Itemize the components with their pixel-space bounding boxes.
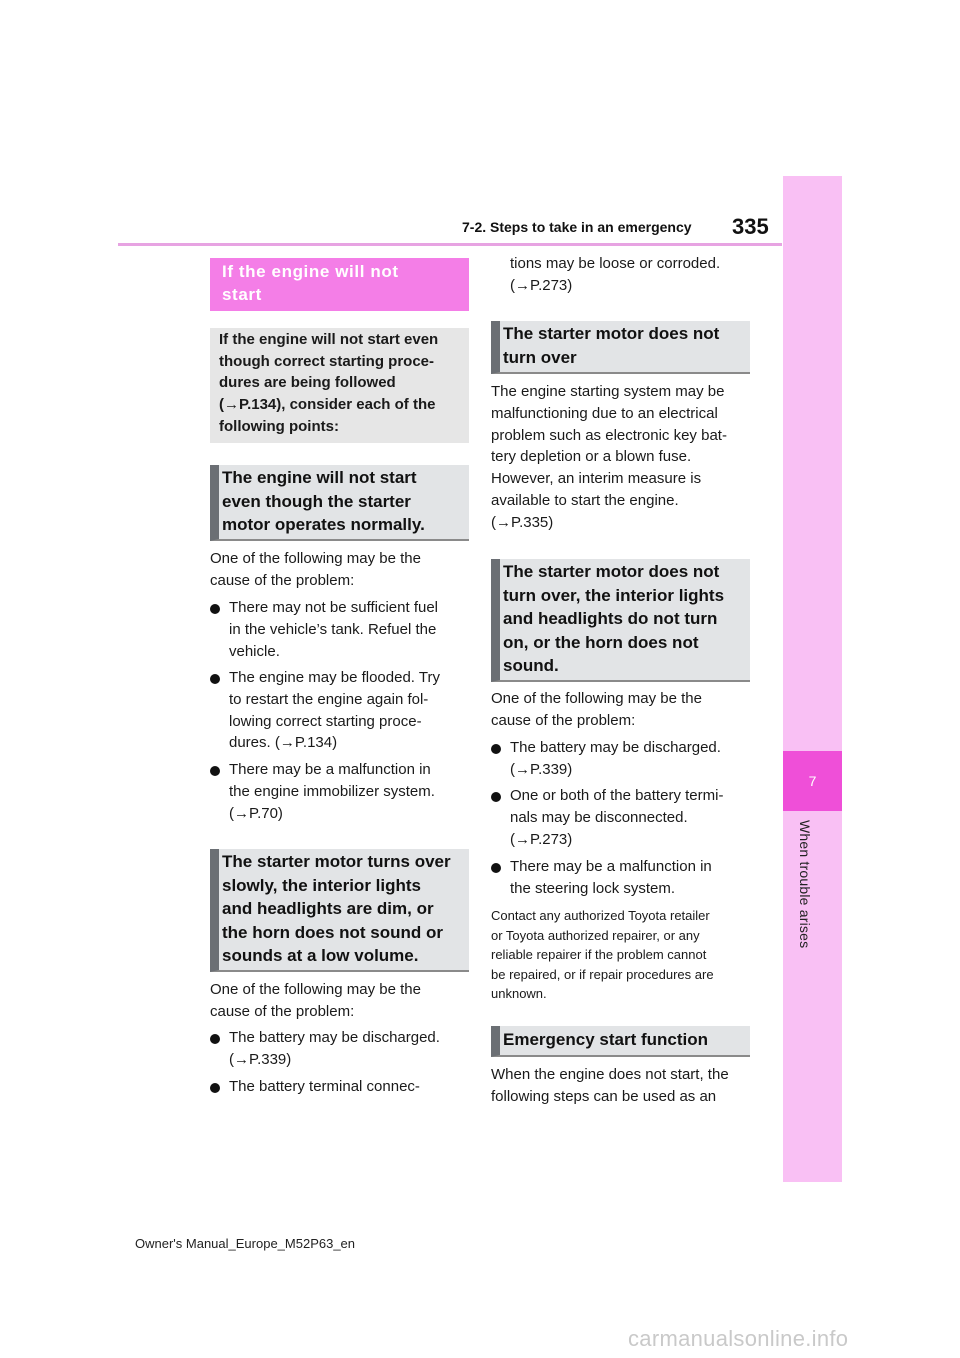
text-line: One of the following may be the: [210, 550, 421, 567]
text-line: nals may be disconnected.: [510, 808, 688, 826]
text-line: tery depletion or a blown fuse.: [491, 448, 692, 466]
main-title-line: If the engine will not: [222, 262, 399, 281]
chapter-number-box[interactable]: [783, 751, 842, 811]
subheading-line: turn over: [503, 347, 577, 367]
subheading-lights-do-not-turn-on: [491, 559, 750, 682]
text-line: When the engine does not start, the: [491, 1066, 729, 1083]
subheading-line: The engine will not start: [222, 468, 417, 487]
text-line: The battery may be discharged.: [229, 1029, 440, 1046]
subheading-line: and headlights are dim, or: [222, 899, 434, 918]
page-reference-link[interactable]: (→P.339): [510, 760, 573, 778]
subheading-line: motor operates normally.: [222, 515, 425, 534]
subheading-line: The starter motor turns over: [222, 852, 451, 871]
text-line: The battery may be discharged.: [510, 739, 721, 756]
text-line: tions may be loose or corroded.: [510, 255, 721, 272]
bullet-item: [491, 856, 750, 900]
manual-id-footer: Owner's Manual_Europe_M52P63_en: [135, 1236, 356, 1251]
page-reference-link[interactable]: (→P.335): [491, 513, 554, 531]
chapter-side-tab: [783, 176, 842, 1182]
text-line: or Toyota authorized repairer, or any: [491, 927, 700, 943]
text-line: There may be a malfunction in: [229, 761, 431, 778]
watermark: carmanualsonline.info: [628, 1326, 849, 1351]
text-line: be repaired, or if repair procedures are: [491, 966, 714, 982]
continued-bullet-text: [510, 253, 750, 297]
page-reference-link[interactable]: (→P.273): [510, 276, 573, 294]
text-line: following steps can be used as an: [491, 1087, 717, 1105]
subheading-line: slowly, the interior lights: [222, 875, 421, 895]
page-reference-link[interactable]: (→P.273): [510, 830, 573, 848]
subheading-line: sound.: [503, 656, 559, 675]
page-number: 335: [732, 214, 769, 239]
text-line: Contact any authorized Toyota retailer: [491, 908, 710, 923]
text-line: The battery terminal connec-: [229, 1078, 420, 1095]
subheading-line: sounds at a low volume.: [222, 946, 419, 965]
text-line: The engine starting system may be: [491, 383, 725, 400]
chapter-number: 7: [808, 773, 817, 789]
bullet-item: [210, 1076, 469, 1098]
intro-line: following points:: [219, 417, 339, 435]
chapter-title: When trouble arises: [797, 820, 813, 949]
text-line: lowing correct starting proce-: [229, 712, 422, 730]
page-reference-link[interactable]: (→P.70): [229, 804, 283, 822]
intro-box: [210, 328, 469, 443]
subheading-line: the horn does not sound or: [222, 922, 443, 942]
page-reference-link[interactable]: (→P.339): [229, 1050, 292, 1068]
subheading-line: even though the starter: [222, 491, 411, 511]
text-line: However, an interim measure is: [491, 470, 702, 488]
cause-lead-paragraph: [210, 548, 469, 592]
text-line: The engine may be flooded. Try: [229, 669, 440, 686]
text-line: problem such as electronic key bat-: [491, 426, 727, 444]
text-line: malfunctioning due to an electrical: [491, 404, 718, 422]
intro-line: If the engine will not start even: [219, 331, 439, 348]
cause-lead-paragraph: [210, 979, 469, 1023]
bullet-item: [491, 785, 750, 850]
subheading-line: on, or the horn does not: [503, 632, 699, 652]
bullet-item: [210, 1027, 469, 1071]
text-line: reliable repairer if the problem cannot: [491, 947, 707, 962]
intro-line: dures are being followed: [219, 374, 396, 392]
subheading-line: The starter motor does not: [503, 324, 720, 343]
bullet-item: [210, 597, 469, 662]
text-line: the steering lock system.: [510, 879, 676, 897]
page-reference-link[interactable]: dures. (→P.134): [229, 734, 338, 752]
subheading-line: Emergency start function: [503, 1030, 708, 1049]
main-title-line: start: [222, 285, 262, 304]
subheading-starter-does-not-turn-over: [491, 321, 750, 374]
subheading-line: turn over, the interior lights: [503, 585, 725, 605]
intro-line: though correct starting proce-: [219, 352, 435, 370]
text-line: There may be a malfunction in: [510, 858, 712, 875]
text-line: One of the following may be the: [210, 981, 421, 998]
retailer-note: [491, 906, 750, 1004]
header-rule: [118, 243, 782, 246]
bullet-item: [491, 737, 750, 781]
text-line: available to start the engine.: [491, 491, 679, 509]
bullet-item: [210, 759, 469, 824]
text-line: in the vehicle’s tank. Refuel the: [229, 620, 437, 638]
bullet-item: [210, 667, 469, 754]
subheading-emergency-start-function: [491, 1026, 750, 1057]
text-line: There may not be sufficient fuel: [229, 599, 439, 616]
subheading-line: The starter motor does not: [503, 562, 720, 581]
text-line: the engine immobilizer system.: [229, 782, 435, 800]
intro-line: (→P.134), consider each of the: [219, 396, 436, 414]
text-line: cause of the problem:: [491, 711, 636, 729]
emergency-start-paragraph: [491, 1064, 750, 1108]
section-title: 7-2. Steps to take in an emergency: [462, 219, 692, 235]
subheading-line: and headlights do not turn: [503, 609, 718, 628]
subheading-starter-turns-slowly: [210, 849, 469, 972]
text-line: One or both of the battery termi-: [510, 787, 724, 804]
main-title-bar: [210, 258, 469, 311]
text-line: cause of the problem:: [210, 571, 355, 589]
text-line: unknown.: [491, 986, 547, 1001]
text-line: to restart the engine again fol-: [229, 690, 429, 708]
subheading-starter-operates-normally: [210, 465, 469, 541]
text-line: One of the following may be the: [491, 690, 702, 707]
text-line: cause of the problem:: [210, 1002, 355, 1020]
starting-system-paragraph: [491, 381, 750, 534]
cause-lead-paragraph: [491, 688, 750, 732]
text-line: vehicle.: [229, 642, 280, 660]
